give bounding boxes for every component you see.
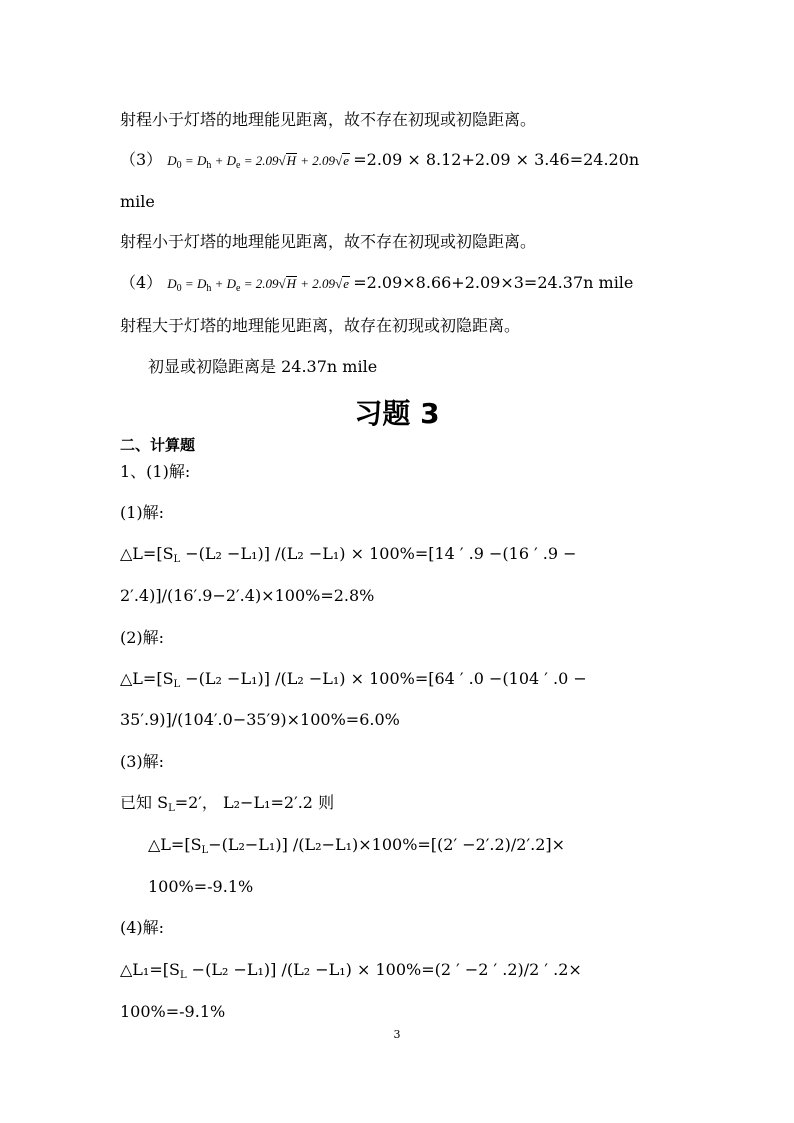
range-formula: $D_0 = D_h + D_e = 2.09√H + 2.09√e$ (167, 276, 349, 294)
solution-label: (4)解: (120, 918, 165, 937)
solution-label: (1)解: (120, 503, 165, 522)
equation-line: 35′.9)]/(104′.0−35′9)×100%=6.0% (120, 710, 400, 729)
equation-line: 100%=-9.1% (120, 1002, 226, 1021)
problem-header: 1、(1)解: (120, 462, 191, 481)
page-number: 3 (393, 1028, 401, 1041)
text-line: 射程小于灯塔的地理能见距离，故不存在初现或初隐距离。 (120, 110, 537, 129)
section-title: 习题 3 (354, 397, 440, 430)
formula-line-3 (120, 150, 639, 176)
section-heading: 二、计算题 (120, 436, 196, 454)
formula-result: =2.09 × 8.12+2.09 × 3.46=24.20n (353, 150, 640, 169)
text-line: 初显或初隐距离是 24.37n mile (148, 357, 378, 376)
given-line: 已知 SL=2′， L₂−L₁=2′.2 则 (120, 793, 335, 814)
solution-label: (3)解: (120, 752, 165, 771)
equation-line: △L=[SL−(L₂−L₁)] /(L₂−L₁)×100%=[(2′ −2′.2)/2′.2]× (148, 835, 566, 856)
equation-line: △L₁=[SL −(L₂ −L₁)] /(L₂ −L₁) × 100%=(2 ′ −2 ′ .2)/2 ′ .2× (120, 960, 582, 981)
item-number: （4） (120, 273, 163, 292)
equation-line: 2′.4)]/(16′.9−2′.4)×100%=2.8% (120, 586, 375, 605)
text-line: 射程小于灯塔的地理能见距离，故不存在初现或初隐距离。 (120, 232, 537, 251)
item-number: （3） (120, 150, 163, 169)
formula-line-4 (120, 273, 633, 299)
equation-line: △L=[SL −(L₂ −L₁)] /(L₂ −L₁) × 100%=[14 ′ .9 −(16 ′ .9 − (120, 544, 577, 565)
range-formula: $D_0 = D_h + D_e = 2.09√H + 2.09√e$ (167, 153, 349, 171)
equation-line: △L=[SL −(L₂ −L₁)] /(L₂ −L₁) × 100%=[64 ′ .0 −(104 ′ .0 − (120, 669, 587, 690)
formula-result: =2.09×8.66+2.09×3=24.37n mile (353, 273, 634, 292)
text-line: mile (120, 192, 155, 211)
text-line: 射程大于灯塔的地理能见距离，故存在初现或初隐距离。 (120, 316, 521, 335)
equation-line: 100%=-9.1% (148, 877, 254, 896)
solution-label: (2)解: (120, 628, 165, 647)
